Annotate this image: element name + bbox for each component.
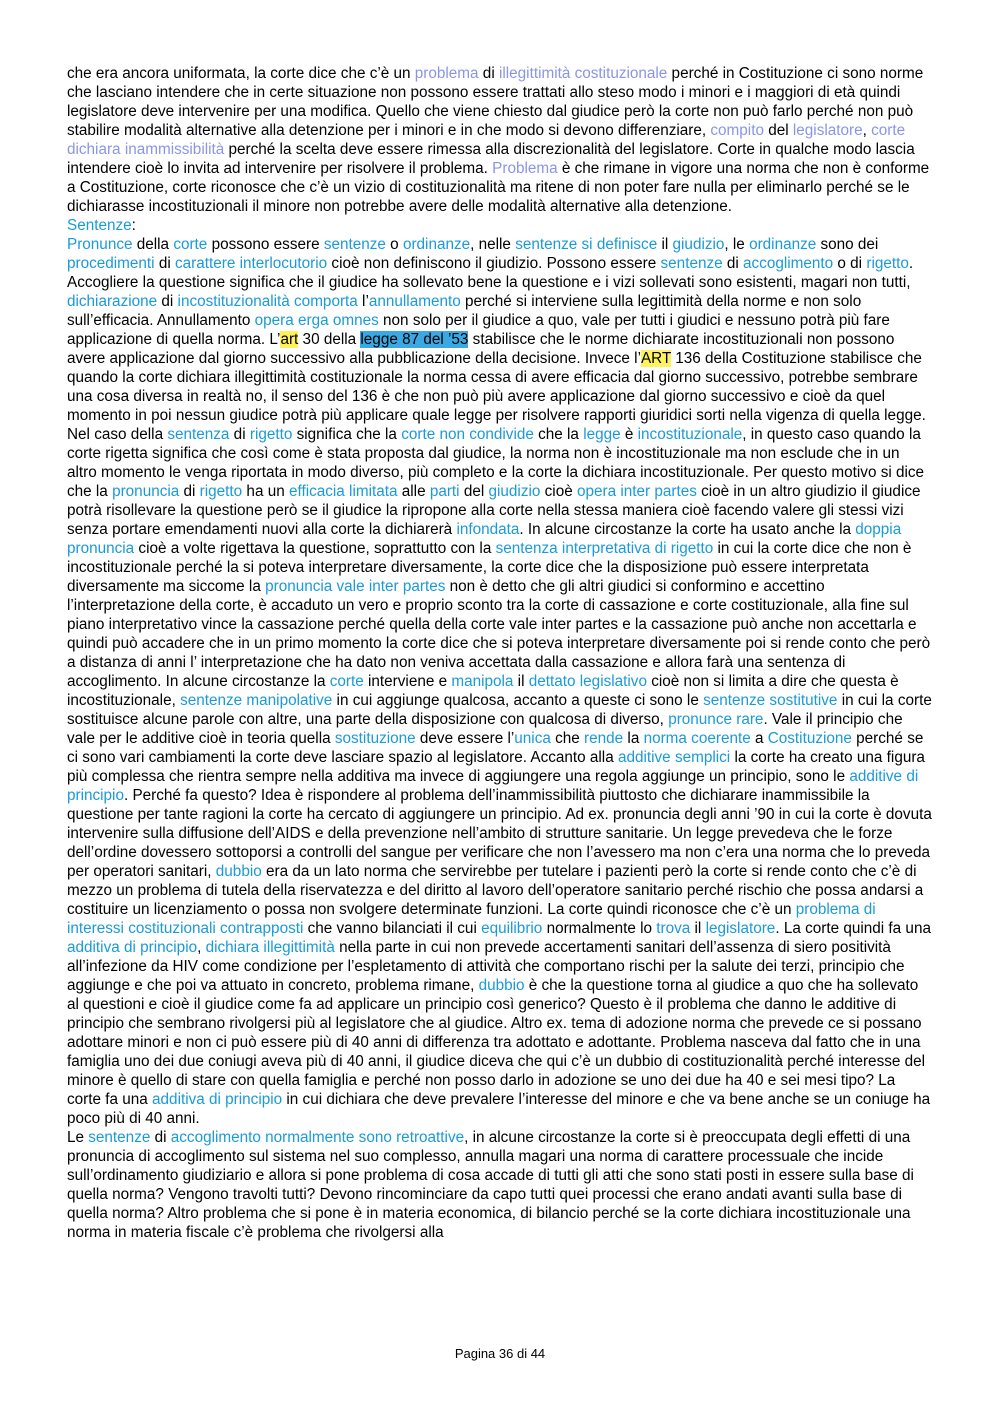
text-run: di — [179, 483, 200, 500]
text-run: cioè a volte rigettava la questione, soprattutto con la — [134, 540, 496, 557]
keyword: Problema — [492, 160, 558, 177]
text-run: la corte ha creato una figura più complessa che rientra sempre nella additiva ma invece di aggiungere una regola aggiunge un principio, sono le — [67, 749, 925, 785]
keyword: dubbio — [215, 863, 262, 880]
paragraph — [67, 1128, 933, 1242]
keyword: corte — [329, 673, 364, 690]
keyword: parti — [429, 483, 460, 500]
keyword: sentenze manipolative — [180, 692, 333, 709]
text-run: di — [150, 1129, 171, 1146]
text-run: , le — [724, 236, 750, 253]
keyword: pronunce rare — [668, 711, 764, 728]
text-run: a — [750, 730, 768, 747]
keyword: sentenza interpretativa di rigetto — [495, 540, 714, 557]
text-run: 30 della — [298, 331, 361, 348]
text-run: o — [385, 236, 403, 253]
text-run: del — [763, 122, 793, 139]
keyword: rigetto — [249, 426, 293, 443]
text-run: di — [478, 65, 499, 82]
keyword: giudizio — [488, 483, 541, 500]
text-run: . In alcune circostanze la corte ha usato anche la — [519, 521, 856, 538]
keyword: compito — [710, 122, 764, 139]
keyword: equilibrio — [481, 920, 543, 937]
keyword: additiva di principio — [152, 1091, 283, 1108]
keyword: sentenza — [167, 426, 230, 443]
highlighted-text: ART — [640, 350, 672, 367]
body-text — [67, 64, 933, 1242]
keyword: dichiarazione — [67, 293, 158, 310]
keyword: doppia pronuncia — [67, 521, 902, 557]
text-run: Le — [67, 1129, 89, 1146]
text-run: , nelle — [470, 236, 516, 253]
text-run: in cui aggiunge qualcosa, accanto a queste ci sono le — [332, 692, 704, 709]
keyword: carattere interlocutorio — [174, 255, 328, 272]
page-number: Pagina 36 di 44 — [454, 1346, 546, 1361]
text-run: perché se ci sono vari cambiamenti la corte deve lasciare spazio al legislatore. Accanto alla — [67, 730, 924, 766]
keyword: rigetto — [199, 483, 243, 500]
keyword: legislatore — [705, 920, 776, 937]
keyword: Costituzione — [767, 730, 852, 747]
text-run: o di — [833, 255, 867, 272]
keyword: ordinanze — [749, 236, 817, 253]
keyword: additive semplici — [617, 749, 731, 766]
paragraph — [67, 235, 933, 425]
keyword: rende — [584, 730, 624, 747]
highlighted-text: legge 87 del ’53 — [360, 331, 469, 348]
text-run: ha un — [242, 483, 289, 500]
text-run: : — [131, 217, 136, 234]
keyword: dettato legislativo — [528, 673, 647, 690]
keyword: dichiara illegittimità — [205, 939, 335, 956]
text-run: alle — [397, 483, 430, 500]
text-run: nella parte in cui non prevede accertamenti sanitari dell’assenza di siero positività all’infezione da HIV come condizione per l’espletamento di attività che comportano rischi per la salute dei terzi, principio che aggiunge e che poi va attuato in concreto, problema rimane, — [67, 939, 905, 994]
keyword: corte dichiara inammissibilità — [67, 122, 906, 158]
text-run: perché la scelta deve essere rimessa alla discrezionalità del legislatore. Corte in qualche modo lascia intendere cioè lo invita ad intervenire per risolvere il problema. — [67, 141, 915, 177]
text-run: che — [550, 730, 585, 747]
text-run: la — [623, 730, 644, 747]
keyword: dubbio — [478, 977, 525, 994]
keyword: corte — [173, 236, 208, 253]
text-run: normalmente lo — [542, 920, 657, 937]
text-run: non è detto che gli altri giudici si conformino e accettino l’interpretazione della corte, è accaduto un vero e proprio sconto tra la corte di cassazione e corte costituzionale, alla fine sul piano interpretativo vince la cassazione perché quella della corte vale inter partes e la cassazione può anche non accettarla e quindi può accadere che in un primo momento la corte dice che si poteva interpretare diversamente poi si rende conto che però a distanza di anni l’ interpretazione che ha dato non veniva accettata dalla cassazione e allora farà una sentenza di accoglimento. In alcune circostanze la — [67, 578, 931, 690]
text-run: Nel caso della — [67, 426, 168, 443]
keyword: accoglimento normalmente sono retroattive — [170, 1129, 465, 1146]
keyword: sentenze — [660, 255, 723, 272]
text-run: in cui la corte dice che non è incostituzionale perché la si poteva interpretare diversamente, la corte dice che la disposizione può essere interpretata diversamente ma siccome la — [67, 540, 912, 595]
keyword: legislatore — [792, 122, 863, 139]
keyword: sentenze sostitutive — [703, 692, 838, 709]
text-run: cioè non si limita a dire che questa è incostituzionale, — [67, 673, 899, 709]
keyword: infondata — [456, 521, 520, 538]
keyword: opera inter partes — [576, 483, 697, 500]
text-run: è — [620, 426, 638, 443]
text-run: di — [154, 255, 175, 272]
keyword: giudizio — [672, 236, 725, 253]
text-run: perché in Costituzione ci sono norme che lasciano intendere che in certe situazione non possono essere trattati allo steso modo i minori e i maggiori di età quindi legislatore deve intervenire per una modifica. Quello che viene chiesto dal giudice però la corte non può farlo perché non può stabilire modalità alternative alla detenzione per i minori e in che modo si devono differenziare, — [67, 65, 924, 139]
text-run: del — [459, 483, 489, 500]
keyword: accoglimento — [743, 255, 834, 272]
text-run: non solo per il giudice a quo, vale per tutti i giudici e nessuno potrà più fare applicazione di quella norma. L’ — [67, 312, 890, 348]
text-run: sono dei — [816, 236, 879, 253]
text-run: perché si interviene sulla legittimità della norme e non solo sull’efficacia. Annullamento — [67, 293, 862, 329]
text-run: è che la questione torna al giudice a quo che ha sollevato al questioni e cioè il giudice come fa ad applicare un principio così generico? Questo è il problema che danno le additive di principio che sembrano rivolgersi più al legislatore che al giudice. Altro ex. tema di adozione norma che prevede ce si possano adottare minori e non ci può essere più di 40 anni di differenza tra adottato e adottante. Problema nasceva dal fatto che in una famiglia uno dei due coniugi aveva più di 40 anni, il giudice diceva che qui c’è un dubbio di costituzionalità perché interesse del minore è quello di stare con quella famiglia e perché non posso darlo in adozione se uno dei due ha 40 e sei mesi tipo? La corte fa una — [67, 977, 926, 1108]
paragraph — [67, 425, 933, 1128]
text-run: che vanno bilanciati il cui — [303, 920, 482, 937]
keyword: corte non condivide — [401, 426, 534, 443]
text-run: , — [862, 122, 872, 139]
highlighted-text: art — [280, 331, 299, 348]
keyword: rigetto — [866, 255, 909, 272]
paragraph — [67, 64, 933, 216]
keyword: annullamento — [368, 293, 461, 310]
text-run: della — [132, 236, 174, 253]
keyword: sentenze si definisce — [515, 236, 658, 253]
text-run: . Perché fa questo? Idea è rispondere al problema dell’inammissibilità piuttosto che dichiarare inammissibile la questione per tante ragioni la corte ha cercato di aggiungere un principio. Ad ex. pronuncia degli anni ’90 in cui la corte è dovuta intervenire sulla diffusione dell’AIDS e della prevenzione nell’ambito di strutture sanitarie. Un legge prevedeva che le forze dell’ordine dovessero sottoporsi a controlli del sangue per verificare che non l’avessero ma non c’era una norma che lo preveda per operatori sanitari, — [67, 787, 932, 880]
keyword: sentenze — [88, 1129, 151, 1146]
text-run: in cui dichiara che deve prevalere l’interesse del minore e che va bene anche se un coniuge ha poco più di 40 anni. — [67, 1091, 931, 1127]
keyword: additive di principio — [67, 768, 919, 804]
text-run: . Accogliere la questione significa che il giudice ha sollevato bene la questione e i vizi sollevati sono esistenti, magari non tutti, — [67, 255, 914, 291]
keyword: illegittimità costituzionale — [498, 65, 668, 82]
text-run: 136 della Costituzione stabilisce che quando la corte dichiara illegittimità costituzionale la norma cessa di avere efficacia dal giorno successivo, potrebbe sembrare una cosa diversa in realtà no, il senso del 136 è che non può più avere applicazione dal giorno successivo e cioè da quel momento in poi nessun giudice potrà più applicare quale legge per risolvere rapporti giuridici sorti nella vigenza di quella legge. — [67, 350, 926, 424]
text-run: stabilisce che le norme dichiarate incostituzionali non possono avere applicazione dal giorno successivo alla pubblicazione della decisione. Invece l’ — [67, 331, 895, 367]
keyword: trova — [656, 920, 691, 937]
text-run: il — [513, 673, 529, 690]
keyword: opera erga omnes — [254, 312, 379, 329]
text-run: . Vale il principio che vale per le additive cioè in teoria quella — [67, 711, 903, 747]
text-run: cioè non definiscono il giudizio. Possono essere — [327, 255, 661, 272]
text-run: significa che la — [292, 426, 402, 443]
keyword: problema — [414, 65, 479, 82]
text-run: il — [690, 920, 706, 937]
text-run: che era ancora uniformata, la corte dice che c’è un — [67, 65, 415, 82]
keyword: problema di interessi costituzionali contrapposti — [67, 901, 876, 937]
text-run: il — [657, 236, 673, 253]
keyword: legge — [583, 426, 621, 443]
keyword: sentenze — [323, 236, 386, 253]
text-run: . La corte quindi fa una — [775, 920, 931, 937]
text-run: di — [229, 426, 250, 443]
text-run: era da un lato norma che servirebbe per tutelare i pazienti però la corte si rende conto che c’è di mezzo un problema di tutela della riservatezza e del diritto al lavoro dell’operatore sanitario perché rischio che possa andarsi a costituire un licenziamento o possa non svolgere determinate funzioni. La corte quindi riconosce che c’è un — [67, 863, 924, 918]
text-run: interviene e — [363, 673, 452, 690]
text-run: deve essere l’ — [415, 730, 515, 747]
keyword: incostituzionalità comporta — [177, 293, 358, 310]
keyword: sostituzione — [334, 730, 416, 747]
keyword: unica — [514, 730, 551, 747]
text-run: , — [197, 939, 206, 956]
text-run: , in questo caso quando la corte rigetta significa che così come è stata proposta dal giudice, la norma non è incostituzionale ma non esclude che in un altro momento le venga riportata in modo diverso, più completo e la corte la dichiara incostituzionale. Per questo motivo si dice che la — [67, 426, 925, 500]
keyword: procedimenti — [67, 255, 155, 272]
text-run: è che rimane in vigore una norma che non è conforme a Costituzione, corte riconosce che c’è un vizio di costituzionalità ma ritene di non poter fare nulla per eliminarlo perché se le dichiarasse incostituzionali il minore non potrebbe avere delle modalità alternative alla detenzione. — [67, 160, 930, 215]
keyword: Sentenze — [67, 217, 132, 234]
text-run: di — [722, 255, 744, 272]
keyword: manipola — [451, 673, 514, 690]
text-run: cioè — [540, 483, 577, 500]
keyword: incostituzionale — [637, 426, 743, 443]
keyword: Pronunce — [67, 236, 133, 253]
text-run: che la — [533, 426, 584, 443]
keyword: pronuncia — [112, 483, 180, 500]
paragraph — [67, 216, 933, 235]
text-run: possono essere — [207, 236, 324, 253]
keyword: ordinanze — [402, 236, 471, 253]
text-run: l’ — [357, 293, 369, 310]
keyword: efficacia limitata — [288, 483, 398, 500]
text-run: di — [157, 293, 178, 310]
text-run: , in alcune circostanze la corte si è preoccupata degli effetti di una pronuncia di accoglimento sul sistema nel suo complesso, annulla magari una norma di carattere processuale che incide sull’ordinamento giudiziario e allora si pone problema di cosa accade di tutti gli atti che sono stati posti in essere sulla base di quella norma? Vengono travolti tutti? Devono rincominciare da capo tutti quei processi che erano andati avanti sulla base di quella norma? Altro problema che si pone è in materia economica, di bilancio perché se la corte dichiara incostituzionale una norma in materia fiscale c’è problema che rivolgersi alla — [67, 1129, 914, 1241]
keyword: additiva di principio — [67, 939, 198, 956]
keyword: pronuncia vale inter partes — [265, 578, 446, 595]
keyword: norma coerente — [643, 730, 751, 747]
text-run: in cui la corte sostituisce alcune parole con altre, una parte della disposizione con qualcosa di diverso, — [67, 692, 932, 728]
text-run: cioè in un altro giudizio il giudice potrà risollevare la questione però se il giudice la ripropone alla corte nella stessa maniera cioè facendo valere gli stessi vizi senza portare emendamenti nuovi alla corte la dichiarerà — [67, 483, 921, 538]
